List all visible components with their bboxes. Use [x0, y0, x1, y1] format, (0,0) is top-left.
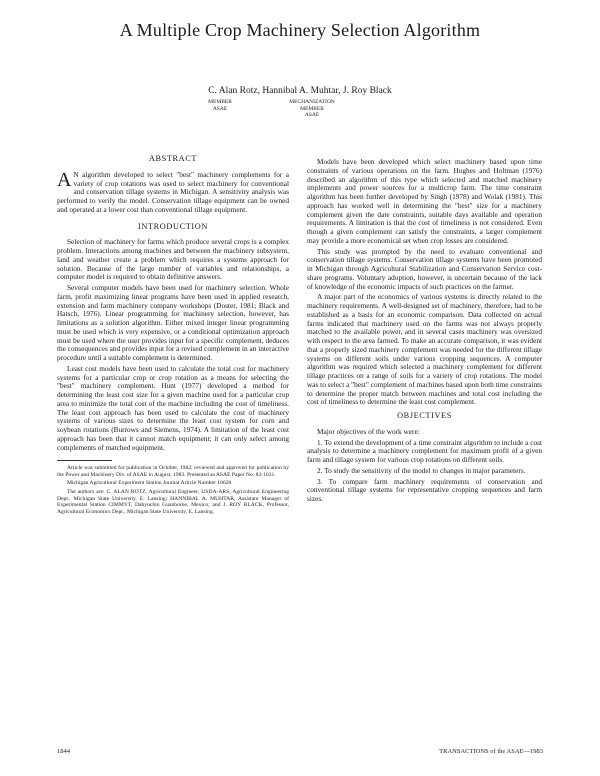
affiliation-line: MEMBER: [300, 105, 324, 112]
footnote-divider: [57, 460, 112, 461]
objective-item: 1. To extend the development of a time constraint algorithm to include a cost analysis to determine a machinery complement for maximum profit of a given farm and tillage system for various crop rotations on different soils.: [307, 437, 542, 464]
objectives-heading: OBJECTIVES: [397, 411, 452, 420]
footnote: Article was submitted for publication in October, 1982; reviewed and approved for publication by the Power and Machinery Div. of ASAE in August, 1983. Presented as ASAE Paper No. 82-1031.: [57, 465, 289, 478]
abstract-body: [57, 168, 289, 215]
body-paragraph: This study was prompted by the need to evaluate conventional and conservation tillage systems. Conservation tillage systems have been promoted in Michigan through Agricultural Stabilization and Conservation Service cost-share programs. Voluntary adoption, however, is uncertain because of the lack of knowledge of the economic impacts of such practices on the farmer.: [307, 246, 542, 291]
affiliation-line: MEMBER: [208, 99, 232, 105]
body-paragraph: A major part of the economics of various systems is directly related to the machinery requirements. A well-designed set of machinery, therefore, had to be established as a basis for an economic comparison. Data collected on actual farms indicated that machinery used on the farms was not always properly matched to the available power, and in several cases machinery was oversized with respect to the area farmed. To make an accurate comparison, it was evident that a properly sized machinery complement was needed for the different tillage systems on different soils under various cropping sequences. A computer algorithm was required which selected a machinery complement for different tillage practices on a range of soils for a variety of crop rotations. The model was to select a "best" complement of machines based upon both time constraints to determine the proper match between machines and total cost including the cost of timeliness to determine the least cost complement.: [307, 292, 542, 407]
abstract-heading: ABSTRACT: [148, 154, 198, 163]
right-column: [307, 158, 542, 506]
affiliation-line: MECHANIZATION: [289, 99, 335, 105]
objectives-intro: Major objectives of the work were:: [317, 426, 420, 436]
abstract-text: N algorithm developed to select "best" machinery complements for a variety of crop rotations was used to select machinery for conventional and conservation tillage systems in Michigan. A sensitivity analysis was performed to verify the model. Conservation tillage equipment can be owned and operated at a lower cost than conventional tillage equipment.: [57, 169, 289, 214]
intro-paragraph: Least cost models have been used to calculate the total cost for machinery systems for a particular crop or crop rotation as a means for selecting the "best" machinery complement. Hunt (1977) developed a method for determining the least cost size for a given machine used for a particular crop area to minimize the total cost of the machine including the cost of timeliness. The least cost approach has been used to calculate the cost of machinery systems of various sizes to determine the least cost system for corn and soybean rotations (Burrows and Siemens, 1974). A limitation of the least cost approach has been that it cannot match equipment; it can only select among complements of matched equipment.: [57, 363, 289, 452]
introduction-heading: INTRODUCTION: [138, 221, 208, 231]
objective-item: 2. To study the sensitivity of the model to changes in major parameters.: [317, 465, 526, 475]
left-column: [57, 150, 289, 517]
drop-cap: A: [57, 168, 72, 191]
page-number: 1844: [57, 748, 70, 755]
paper-title: A Multiple Crop Machinery Selection Algorithm: [119, 20, 481, 40]
affiliation-line: ASAE: [304, 112, 320, 118]
body-paragraph: Models have been developed which select machinery based upon time constraints of various operations on the farm. Hughes and Holtman (1976) described an algorithm of this type which selected and matched machinery implements and power sources for a multicrop farm. The time constraint algorithm has been further developed by Singh (1978) and Wolak (1981). This approach has worked well in determining the "best" size for a machinery complement given the date constraints, suitable days available and operation requirements. A limitation is that the cost of timeliness is not considered. Even though a given complement can satisfy the constraints, a larger complement may provide a more economical set when crop losses are considered.: [307, 157, 542, 245]
objective-item: 3. To compare farm machinery requirements of conservation and conventional tillage systems for representative cropping sequences and farm sizes.: [307, 476, 542, 503]
author-affiliation-1: [190, 99, 250, 112]
footnote: Michigan Agricultural Experiment Station Journal Article Number 10628.: [67, 480, 233, 487]
journal-footer: TRANSACTIONS of the ASAE—1983: [439, 748, 543, 755]
intro-paragraph: Selection of machinery for farms which produce several crops is a complex problem. Interactions among machines and between the machinery subsystem, land and weather create a problem which requires a systems approach for solution. Because of the large number of variables and relationships, a computer model is required to obtain definitive answers.: [57, 237, 289, 282]
affiliation-line: ASAE: [212, 105, 228, 112]
footnote: The authors are: C. ALAN ROTZ, Agricultural Engineer, USDA-ARS, Agricultural Engineering Dept., Michigan State University, E. Lansing; HANNIBAL A. MUHTAR, Assistant Manager of Experimental Station CIMMYT, Dabyuchin Guanhorne, Mexico; and J. ROY BLACK, Professor, Agricultural Economics Dept., Michigan State University, E. Lansing.: [57, 489, 289, 515]
author-affiliation-2: [270, 99, 354, 119]
author-list: C. Alan Rotz, Hannibal A. Muhtar, J. Roy Black: [208, 86, 392, 96]
intro-paragraph: Several computer models have been used for machinery selection. Whole farm, profit maximizing linear programs have been used in applied research, extension and farm machinery company workshops (Doster, 1981; Black and Hatsch, 1976). Linear programming for machinery selection, however, has limitations as a solution algorithm. Either mixed integer linear programming must be used which is very expensive, or a conditional optimization approach must be used where the user provides input for a specific complement, deduces the consequences and provides input for a revised complement in an interactive procedure until a suitable complement is determined.: [57, 283, 290, 362]
